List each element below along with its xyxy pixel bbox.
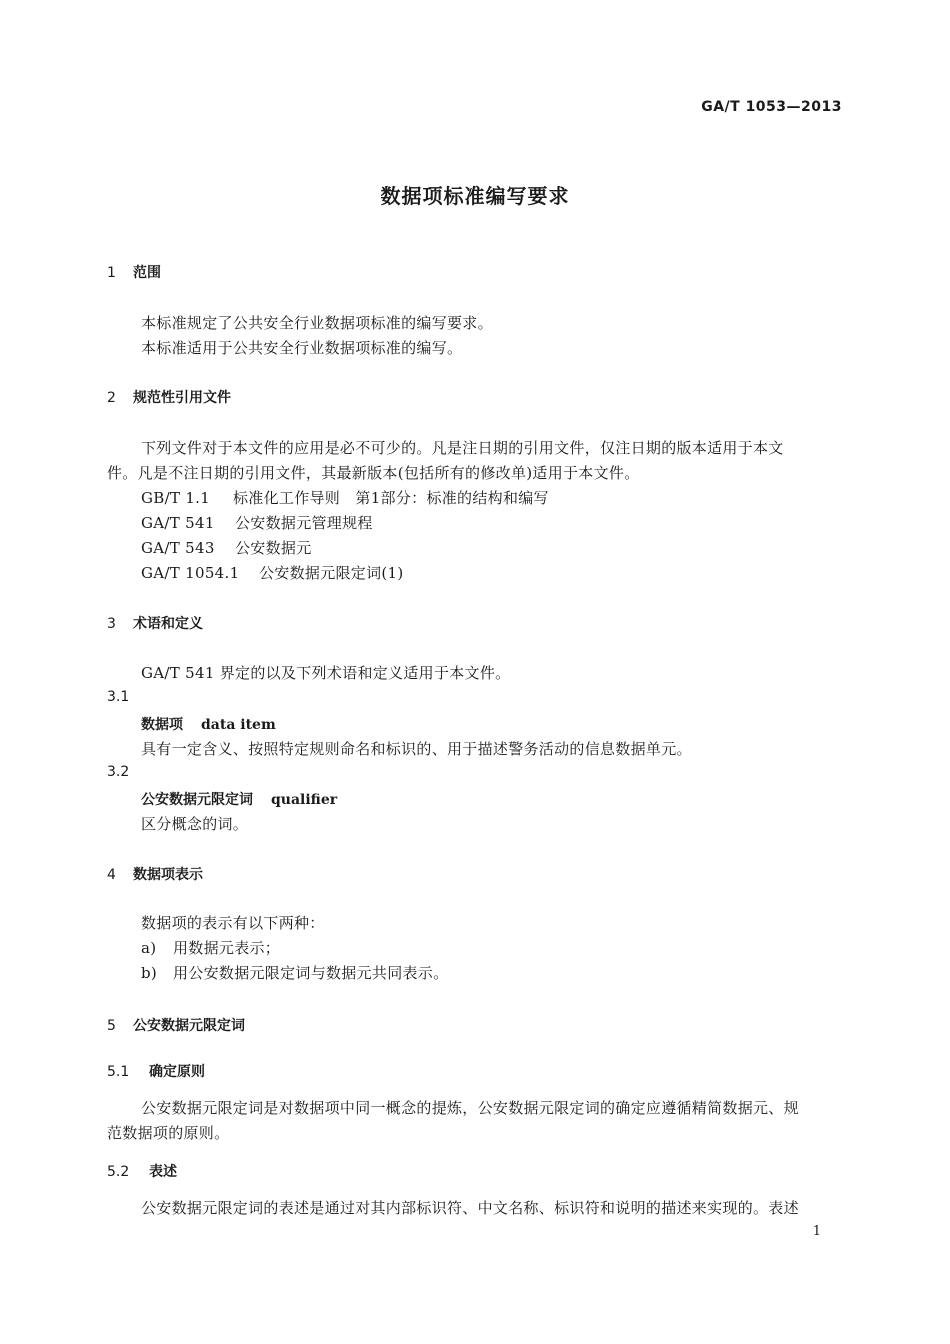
list-item: b) 用公安数据元限定词与数据元共同表示。: [141, 964, 449, 982]
term-number: 3.1: [107, 689, 130, 705]
list-item: a) 用数据元表示；: [141, 939, 281, 957]
section-2-intro-line-1: 下列文件对于本文件的应用是必不可少的。凡是注日期的引用文件，仅注日期的版本适用于本文: [141, 439, 784, 457]
section-5-1-line-1: 公安数据元限定词是对数据项中同一概念的提炼，公安数据元限定词的确定应遵循精简数据元、规: [141, 1099, 799, 1117]
page-number: 1: [812, 1224, 821, 1239]
section-3-intro: GA/T 541 界定的以及下列术语和定义适用于本文件。: [141, 664, 511, 682]
ref-item: GA/T 541 公安数据元管理规程: [141, 514, 373, 532]
term-definition: 具有一定含义、按照特定规则命名和标识的、用于描述警务活动的信息数据单元。: [141, 740, 692, 758]
page-title: 数据项标准编写要求: [380, 184, 570, 208]
doc-code-header: GA/T 1053—2013: [701, 99, 842, 115]
section-2-heading: 2 规范性引用文件: [107, 390, 231, 406]
section-1-para-2: 本标准适用于公共安全行业数据项标准的编写。: [141, 339, 463, 357]
section-5-1-heading: 5.1 确定原则: [107, 1064, 205, 1080]
section-3-heading: 3 术语和定义: [107, 616, 203, 632]
term-name: 数据项 data item: [141, 717, 276, 733]
term-number: 3.2: [107, 764, 130, 780]
section-5-2-line-1: 公安数据元限定词的表述是通过对其内部标识符、中文名称、标识符和说明的描述来实现的。表述: [141, 1199, 799, 1217]
section-2-intro-line-2: 件。凡是不注日期的引用文件，其最新版本(包括所有的修改单)适用于本文件。: [107, 464, 640, 482]
section-1-para-1: 本标准规定了公共安全行业数据项标准的编写要求。: [141, 314, 493, 332]
section-1-heading: 1 范围: [107, 265, 161, 281]
section-5-heading: 5 公安数据元限定词: [107, 1018, 245, 1034]
term-name: 公安数据元限定词 qualifier: [141, 792, 338, 808]
term-definition: 区分概念的词。: [141, 815, 249, 833]
section-4-heading: 4 数据项表示: [107, 867, 203, 883]
ref-item: GB/T 1.1 标准化工作导则 第1部分：标准的结构和编写: [141, 489, 549, 507]
ref-item: GA/T 1054.1 公安数据元限定词(1): [141, 564, 404, 582]
section-4-intro: 数据项的表示有以下两种：: [141, 914, 325, 932]
section-5-2-heading: 5.2 表述: [107, 1164, 177, 1180]
ref-item: GA/T 543 公安数据元: [141, 539, 312, 557]
section-5-1-line-2: 范数据项的原则。: [107, 1124, 230, 1142]
